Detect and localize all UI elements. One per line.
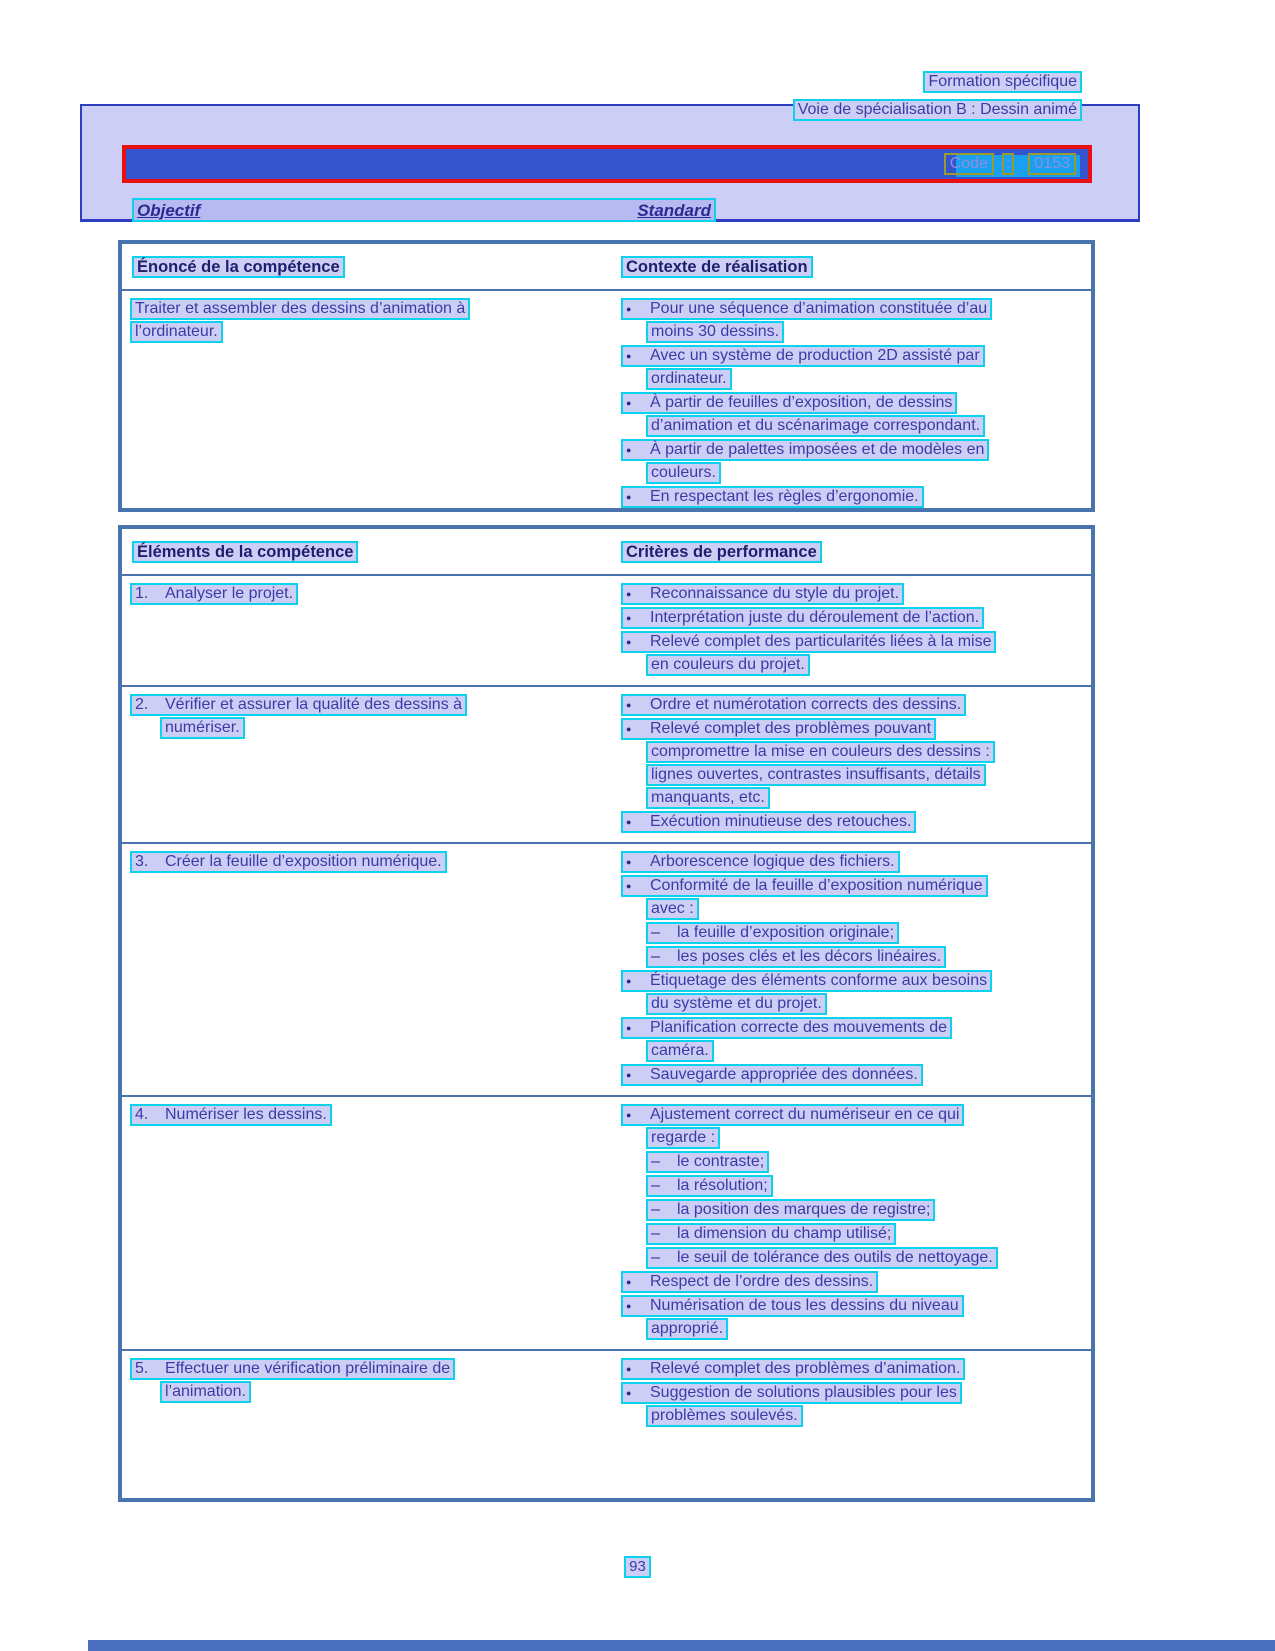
criteria-cell <box>619 851 1091 1088</box>
line-text: du système et du projet. <box>651 995 822 1012</box>
criteria-item <box>621 583 1091 606</box>
line-text: Relevé complet des particularités liées à la mise <box>650 633 992 650</box>
bullet-icon: ● <box>626 1388 632 1398</box>
dash-icon: – <box>651 924 660 941</box>
code-value: 0153 <box>1028 153 1076 175</box>
line-text: Ordre et numérotation corrects des dessins. <box>650 696 962 713</box>
line-text: Avec un système de production 2D assisté par <box>650 347 980 364</box>
text-line <box>646 922 1091 945</box>
highlight-box <box>621 298 992 320</box>
text-line <box>646 898 1091 921</box>
highlight-box <box>621 970 992 992</box>
highlight-box <box>621 1064 923 1086</box>
highlight-box <box>646 764 986 786</box>
text-line <box>130 298 619 321</box>
column-header-text: Contexte de réalisation <box>621 256 813 278</box>
bullet-icon: ● <box>626 589 632 599</box>
criteria-item <box>621 1295 1091 1341</box>
criteria-item <box>621 1358 1091 1381</box>
text-line <box>621 298 1091 321</box>
text-line <box>621 607 1091 630</box>
text-line <box>646 654 1091 677</box>
line-text: Respect de l’ordre des dessins. <box>650 1273 874 1290</box>
line-text: Effectuer une vérification préliminaire de <box>165 1360 451 1377</box>
line-text: en couleurs du projet. <box>651 656 805 673</box>
text-line <box>646 1175 1091 1198</box>
highlight-box <box>130 298 470 320</box>
text-line <box>130 1358 619 1381</box>
line-text: Numériser les dessins. <box>165 1106 327 1123</box>
bullet-icon: ● <box>626 857 632 867</box>
criteria-cell <box>619 583 1091 678</box>
element-cell <box>122 1104 619 1342</box>
bullet-icon: ● <box>626 445 632 455</box>
criteria-cell <box>619 1104 1091 1342</box>
bullet-icon: ● <box>626 881 632 891</box>
competence-table <box>118 240 1095 512</box>
dash-icon: – <box>651 1153 660 1170</box>
highlight-box <box>130 694 467 716</box>
criteria-item <box>621 607 1091 630</box>
text-line <box>621 811 1091 834</box>
line-text: Conformité de la feuille d’exposition numérique <box>650 877 983 894</box>
text-line <box>621 718 1091 741</box>
highlight-box <box>130 1104 332 1126</box>
highlight-box <box>621 811 916 833</box>
text-line <box>130 583 619 606</box>
highlight-box <box>646 415 985 437</box>
text-line <box>621 1104 1091 1127</box>
line-text: couleurs. <box>651 464 716 481</box>
line-text: ordinateur. <box>651 370 727 387</box>
table-row <box>122 685 1091 842</box>
highlight-box <box>646 1040 714 1062</box>
item-number: 1. <box>135 585 149 602</box>
line-text: le seuil de tolérance des outils de nettoyage. <box>677 1249 993 1266</box>
text-line <box>130 1104 619 1127</box>
criteria-item <box>621 694 1091 717</box>
text-line <box>621 439 1091 462</box>
text-line <box>646 993 1091 1016</box>
highlight-box <box>646 1175 773 1197</box>
line-text: d’animation et du scénarimage correspondant. <box>651 417 981 434</box>
header-formation: Formation spécifique <box>923 71 1082 93</box>
criteria-item <box>621 1223 1091 1246</box>
line-text: Relevé complet des problèmes pouvant <box>650 720 932 737</box>
line-text: Interprétation juste du déroulement de l’action. <box>650 609 980 626</box>
highlight-box <box>621 583 904 605</box>
text-line <box>130 851 619 874</box>
text-line <box>621 1382 1091 1405</box>
column-header-text: Critères de performance <box>621 541 822 563</box>
highlight-box <box>621 392 957 414</box>
elements-table <box>118 525 1095 1502</box>
criteria-item <box>621 486 1091 509</box>
standard-label: Standard <box>637 200 711 220</box>
line-text: approprié. <box>651 1320 724 1337</box>
bullet-icon: ● <box>626 1364 632 1374</box>
highlight-box <box>621 1104 964 1126</box>
criteria-item <box>621 970 1091 1016</box>
highlight-box <box>130 851 447 873</box>
highlight-box <box>621 694 966 716</box>
line-text: Analyser le projet. <box>165 585 294 602</box>
element-cell <box>122 851 619 1088</box>
bullet-icon: ● <box>626 637 632 647</box>
criteria-item <box>621 1271 1091 1294</box>
objectif-standard-row <box>132 198 716 222</box>
text-line <box>130 694 619 717</box>
bullet-icon: ● <box>626 1277 632 1287</box>
line-text: la résolution; <box>677 1177 768 1194</box>
item-number: 5. <box>135 1360 149 1377</box>
line-text: problèmes soulevés. <box>651 1407 798 1424</box>
text-line <box>621 345 1091 368</box>
column-header <box>122 541 619 563</box>
page-number: 93 <box>624 1556 651 1578</box>
bullet-icon: ● <box>626 817 632 827</box>
bullet-icon: ● <box>626 1023 632 1033</box>
highlight-box <box>621 1358 965 1380</box>
table-row <box>122 576 1091 685</box>
criteria-item <box>621 298 1091 344</box>
text-line <box>646 1318 1091 1341</box>
highlight-box <box>646 946 946 968</box>
highlight-box <box>130 1358 455 1380</box>
text-line <box>646 368 1091 391</box>
highlight-box <box>646 1318 728 1340</box>
line-text: la position des marques de registre; <box>677 1201 931 1218</box>
text-line <box>621 392 1091 415</box>
criteria-item <box>621 1247 1091 1270</box>
criteria-item <box>621 439 1091 485</box>
line-text: Reconnaissance du style du projet. <box>650 585 900 602</box>
text-line <box>646 1223 1091 1246</box>
criteria-cell <box>619 1358 1091 1429</box>
text-line <box>646 415 1091 438</box>
line-text: Créer la feuille d’exposition numérique. <box>165 853 442 870</box>
table-header-row <box>122 244 1091 291</box>
highlight-box <box>621 607 984 629</box>
title-block <box>80 104 1140 222</box>
bullet-icon: ● <box>626 304 632 314</box>
highlight-box <box>621 439 989 461</box>
line-text: Ajustement correct du numériseur en ce qui <box>650 1106 960 1123</box>
criteria-item <box>621 631 1091 677</box>
highlight-box <box>646 654 810 676</box>
line-text: Traiter et assembler des dessins d’animation à <box>135 300 466 317</box>
highlight-box <box>621 1017 952 1039</box>
criteria-item <box>621 875 1091 921</box>
column-header-text: Énoncé de la compétence <box>132 256 345 278</box>
code-label: Code <box>944 153 994 175</box>
text-line <box>646 946 1091 969</box>
line-text: À partir de feuilles d’exposition, de dessins <box>650 394 953 411</box>
text-line <box>646 741 1091 764</box>
text-line <box>646 1405 1091 1428</box>
highlight-box <box>646 1199 935 1221</box>
text-line <box>160 1381 619 1404</box>
criteria-item <box>621 1064 1091 1087</box>
text-line <box>621 1064 1091 1087</box>
highlight-box <box>646 462 721 484</box>
line-text: la dimension du champ utilisé; <box>677 1225 892 1242</box>
text-line <box>621 1017 1091 1040</box>
dash-icon: – <box>651 1249 660 1266</box>
bullet-icon: ● <box>626 724 632 734</box>
line-text: l’animation. <box>165 1383 246 1400</box>
highlight-box <box>646 787 770 809</box>
line-text: le contraste; <box>677 1153 765 1170</box>
highlight-box <box>646 321 784 343</box>
bullet-icon: ● <box>626 1301 632 1311</box>
header-voie: Voie de spécialisation B : Dessin animé <box>793 99 1082 121</box>
bullet-icon: ● <box>626 351 632 361</box>
item-number: 2. <box>135 696 149 713</box>
highlight-box <box>621 1271 878 1293</box>
code-separator: : <box>1002 153 1014 175</box>
bottom-bar <box>88 1640 1275 1651</box>
line-text: manquants, etc. <box>651 789 765 806</box>
line-text: Suggestion de solutions plausibles pour les <box>650 1384 957 1401</box>
text-line <box>646 1199 1091 1222</box>
line-text: les poses clés et les décors linéaires. <box>677 948 942 965</box>
highlight-box <box>621 631 996 653</box>
highlight-box <box>646 741 995 763</box>
line-text: Arborescence logique des fichiers. <box>650 853 895 870</box>
highlight-box <box>646 368 732 390</box>
criteria-item <box>621 392 1091 438</box>
text-line <box>621 970 1091 993</box>
highlight-box <box>160 717 245 739</box>
criteria-item <box>621 718 1091 810</box>
line-text: À partir de palettes imposées et de modèles en <box>650 441 985 458</box>
highlight-box <box>646 1223 896 1245</box>
line-text: avec : <box>651 900 694 917</box>
objectif-label: Objectif <box>137 200 201 220</box>
table-row <box>122 842 1091 1095</box>
criteria-item <box>621 1199 1091 1222</box>
line-text: l’ordinateur. <box>135 323 218 340</box>
highlight-box <box>646 993 827 1015</box>
element-cell <box>122 583 619 678</box>
highlight-box <box>646 1405 803 1427</box>
criteria-item <box>621 1104 1091 1150</box>
line-text: Étiquetage des éléments conforme aux besoins <box>650 972 988 989</box>
bullet-icon: ● <box>626 613 632 623</box>
text-line <box>646 1127 1091 1150</box>
criteria-item <box>621 851 1091 874</box>
column-header <box>619 541 1091 563</box>
criteria-item <box>621 946 1091 969</box>
line-text: moins 30 dessins. <box>651 323 780 340</box>
criteria-item <box>621 922 1091 945</box>
text-line <box>646 462 1091 485</box>
line-text: Sauvegarde appropriée des données. <box>650 1066 918 1083</box>
criteria-item <box>621 345 1091 391</box>
text-line <box>160 717 619 740</box>
table-row <box>122 291 1091 512</box>
bullet-icon: ● <box>626 1070 632 1080</box>
highlight-box <box>621 486 924 508</box>
text-line <box>646 1040 1091 1063</box>
line-text: la feuille d’exposition originale; <box>677 924 895 941</box>
criteria-item <box>621 1382 1091 1428</box>
line-text: lignes ouvertes, contrastes insuffisants, détails <box>651 766 981 783</box>
line-text: compromettre la mise en couleurs des dessins : <box>651 743 990 760</box>
highlight-box <box>130 321 223 343</box>
text-line <box>646 764 1091 787</box>
criteria-item <box>621 1175 1091 1198</box>
line-text: Planification correcte des mouvements de <box>650 1019 948 1036</box>
highlight-box <box>621 1382 962 1404</box>
highlight-box <box>646 1247 998 1269</box>
running-header-line2 <box>793 99 1082 121</box>
text-line <box>646 321 1091 344</box>
highlight-box <box>160 1381 251 1403</box>
item-number: 4. <box>135 1106 149 1123</box>
text-line <box>621 1358 1091 1381</box>
code-banner <box>122 145 1092 183</box>
text-line <box>621 583 1091 606</box>
line-text: Numérisation de tous les dessins du niveau <box>650 1297 959 1314</box>
text-line <box>621 694 1091 717</box>
criteria-cell <box>619 298 1091 510</box>
criteria-item <box>621 811 1091 834</box>
line-text: regarde : <box>651 1129 716 1146</box>
line-text: Pour une séquence d’animation constituée d’au <box>650 300 988 317</box>
element-cell <box>122 298 619 510</box>
highlight-box <box>621 875 988 897</box>
line-text: En respectant les règles d’ergonomie. <box>650 488 919 505</box>
dash-icon: – <box>651 1201 660 1218</box>
item-number: 3. <box>135 853 149 870</box>
line-text: Exécution minutieuse des retouches. <box>650 813 912 830</box>
text-line <box>646 787 1091 810</box>
text-line <box>130 321 619 344</box>
line-text: numériser. <box>165 719 240 736</box>
table-row <box>122 1349 1091 1464</box>
text-line <box>621 1271 1091 1294</box>
bullet-icon: ● <box>626 398 632 408</box>
text-line <box>646 1247 1091 1270</box>
highlight-box <box>646 898 699 920</box>
highlight-box <box>621 851 900 873</box>
text-line <box>621 486 1091 509</box>
criteria-item <box>621 1151 1091 1174</box>
highlight-box <box>130 583 298 605</box>
criteria-item <box>621 1017 1091 1063</box>
highlight-box <box>621 1295 964 1317</box>
text-line <box>621 851 1091 874</box>
column-header <box>122 256 619 278</box>
table-row <box>122 1095 1091 1349</box>
element-cell <box>122 1358 619 1429</box>
text-line <box>621 631 1091 654</box>
column-header-text: Éléments de la compétence <box>132 541 358 563</box>
element-cell <box>122 694 619 835</box>
bullet-icon: ● <box>626 976 632 986</box>
text-line <box>621 875 1091 898</box>
highlight-box <box>621 718 936 740</box>
highlight-box <box>646 922 899 944</box>
dash-icon: – <box>651 948 660 965</box>
dash-icon: – <box>651 1225 660 1242</box>
bullet-icon: ● <box>626 492 632 502</box>
criteria-cell <box>619 694 1091 835</box>
highlight-box <box>621 345 985 367</box>
text-line <box>621 1295 1091 1318</box>
running-header-line1 <box>923 71 1082 93</box>
bullet-icon: ● <box>626 1110 632 1120</box>
line-text: Relevé complet des problèmes d’animation. <box>650 1360 961 1377</box>
highlight-box <box>646 1127 720 1149</box>
page-footer <box>0 1556 1275 1578</box>
dash-icon: – <box>651 1177 660 1194</box>
column-header <box>619 256 1091 278</box>
highlight-box <box>646 1151 769 1173</box>
table-header-row <box>122 529 1091 576</box>
text-line <box>646 1151 1091 1174</box>
bullet-icon: ● <box>626 700 632 710</box>
line-text: caméra. <box>651 1042 709 1059</box>
line-text: Vérifier et assurer la qualité des dessins à <box>165 696 463 713</box>
